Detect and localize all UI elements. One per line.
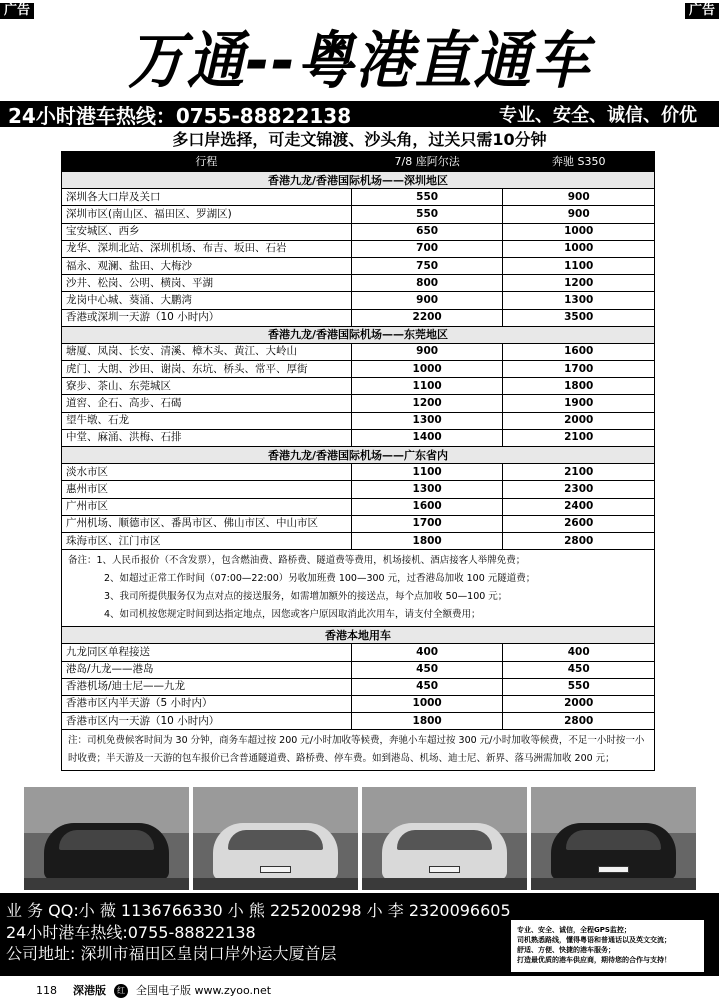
edition-label: 深港版: [73, 984, 106, 997]
table-row: [62, 257, 655, 274]
table-row: [62, 429, 655, 446]
benz-price-cell: 2000: [503, 412, 655, 429]
alphard-price-cell: 450: [351, 661, 503, 678]
benz-price-cell: 400: [503, 644, 655, 661]
route-cell: 广州市区: [62, 498, 352, 515]
alphard-price-cell: 2200: [351, 309, 503, 326]
notes-cell: [62, 550, 655, 627]
route-cell: 寮步、茶山、东莞城区: [62, 378, 352, 395]
benz-price-cell: 450: [503, 661, 655, 678]
route-cell: 广州机场、顺德市区、番禺市区、佛山市区、中山市区: [62, 515, 352, 532]
alphard-price-cell: 1400: [351, 429, 503, 446]
alphard-price-cell: 1800: [351, 713, 503, 730]
benz-price-cell: 1000: [503, 223, 655, 240]
section-title: 香港九龙/香港国际机场——深圳地区: [62, 172, 655, 189]
route-cell: 塘厦、凤岗、长安、清溪、樟木头、黄江、大岭山: [62, 343, 352, 360]
table-row: [62, 644, 655, 661]
route-cell: 港岛/九龙——港岛: [62, 661, 352, 678]
route-cell: 中堂、麻涌、洪梅、石排: [62, 429, 352, 446]
page-number: 118: [36, 984, 57, 997]
note-line: 4、如司机按您规定时间到达指定地点，因您或客户原因取消此次用车，请支付全额费用；: [104, 609, 481, 621]
section-header-row: [62, 326, 655, 343]
site-link[interactable]: 全国电子版 www.zyoo.net: [136, 984, 272, 997]
benz-price-cell: 1700: [503, 361, 655, 378]
feature-item: 专业、安全、诚信，全程GPS监控；: [517, 926, 631, 934]
route-cell: 虎门、大朗、沙田、谢岗、东坑、桥头、常平、厚街: [62, 361, 352, 378]
route-cell: 香港市区内一天游（10 小时内）: [62, 713, 352, 730]
benz-price-cell: 550: [503, 678, 655, 695]
section-header-row: [62, 447, 655, 464]
benz-price-cell: 1000: [503, 240, 655, 257]
ad-label-left: 广告: [0, 3, 34, 19]
route-cell: 香港或深圳一天游（10 小时内）: [62, 309, 352, 326]
header-alphard: 7/8 座阿尔法: [351, 152, 503, 172]
alphard-price-cell: 1200: [351, 395, 503, 412]
table-row: [62, 395, 655, 412]
route-cell: 淡水市区: [62, 464, 352, 481]
benz-price-cell: 2300: [503, 481, 655, 498]
benz-price-cell: 2000: [503, 695, 655, 712]
alphard-white-photo: [362, 787, 527, 890]
vehicle-photos: [24, 787, 696, 890]
route-cell: 望牛墩、石龙: [62, 412, 352, 429]
table-row: [62, 695, 655, 712]
fleet-photo: [24, 787, 189, 890]
alphard-price-cell: 550: [351, 189, 503, 206]
table-row: [62, 275, 655, 292]
section-header-row: [62, 172, 655, 189]
alphard-price-cell: 1600: [351, 498, 503, 515]
note-line: 备注：1、人民币报价（不含发票），包含燃油费、路桥费、隧道费等费用，机场接机、酒店接客人举牌免费；: [68, 555, 526, 567]
alphard-price-cell: 1000: [351, 361, 503, 378]
note-line: 2、如超过正常工作时间（07:00—22:00）另收加班费 100—300 元，过香港岛加收 100 元隧道费；: [104, 573, 536, 585]
alphard-silver-photo: [193, 787, 358, 890]
hotline-text: 24小时港车热线：0755-88822138: [8, 103, 352, 128]
logo-icon: 红: [114, 984, 128, 998]
alphard-black-photo: [531, 787, 696, 890]
table-row: [62, 678, 655, 695]
feature-item: 司机熟悉路线，懂得粤语和普通话以及英文交流；: [517, 936, 671, 944]
hotline-bar: [0, 101, 719, 127]
table-row: [62, 532, 655, 549]
benz-price-cell: 2800: [503, 532, 655, 549]
route-cell: 香港机场/迪士尼——九龙: [62, 678, 352, 695]
route-cell: 龙华、深圳北站、深圳机场、布吉、坂田、石岩: [62, 240, 352, 257]
alphard-price-cell: 400: [351, 644, 503, 661]
benz-price-cell: 2100: [503, 429, 655, 446]
alphard-price-cell: 1100: [351, 378, 503, 395]
benz-price-cell: 900: [503, 206, 655, 223]
section-header-row: [62, 627, 655, 644]
table-header-row: [62, 152, 655, 172]
route-cell: 沙井、松岗、公明、横岗、平湖: [62, 275, 352, 292]
table-row: [62, 481, 655, 498]
table-row: [62, 378, 655, 395]
table-row: [62, 412, 655, 429]
alphard-price-cell: 1800: [351, 532, 503, 549]
slogan-text: 专业、安全、诚信、价优: [499, 105, 697, 126]
alphard-price-cell: 550: [351, 206, 503, 223]
page-footer: [0, 982, 719, 1000]
alphard-price-cell: 450: [351, 678, 503, 695]
table-row: [62, 189, 655, 206]
table-row: [62, 309, 655, 326]
rate-table: [61, 151, 655, 771]
route-cell: 宝安城区、西乡: [62, 223, 352, 240]
benz-price-cell: 1600: [503, 343, 655, 360]
section-title: 香港九龙/香港国际机场——广东省内: [62, 447, 655, 464]
route-cell: 龙岗中心城、葵涌、大鹏湾: [62, 292, 352, 309]
table-row: [62, 343, 655, 360]
table-row: [62, 515, 655, 532]
header-route: 行程: [62, 152, 352, 172]
alphard-price-cell: 1700: [351, 515, 503, 532]
contact-qq: 业 务 QQ:小 薇 1136766330 小 熊 225200298 小 李 2320096605: [6, 901, 511, 920]
alphard-price-cell: 800: [351, 275, 503, 292]
alphard-price-cell: 700: [351, 240, 503, 257]
alphard-price-cell: 1300: [351, 412, 503, 429]
benz-price-cell: 2800: [503, 713, 655, 730]
benz-price-cell: 2100: [503, 464, 655, 481]
header-benz: 奔驰 S350: [503, 152, 655, 172]
notes-row: [62, 730, 655, 771]
table-row: [62, 240, 655, 257]
alphard-price-cell: 900: [351, 343, 503, 360]
section-title: 香港本地用车: [62, 627, 655, 644]
ad-label-right: 广告: [685, 3, 719, 19]
feature-box: [511, 920, 704, 972]
benz-price-cell: 1200: [503, 275, 655, 292]
benz-price-cell: 1100: [503, 257, 655, 274]
route-cell: 深圳市区(南山区、福田区、罗湖区): [62, 206, 352, 223]
feature-item: 舒适、方便、快捷的港车服务；: [517, 946, 615, 954]
alphard-price-cell: 750: [351, 257, 503, 274]
alphard-price-cell: 900: [351, 292, 503, 309]
route-cell: 道窖、企石、高步、石碣: [62, 395, 352, 412]
note-line: 3、我司所提供服务仅为点对点的接送服务，如需增加额外的接送点，每个点加收 50—100 元；: [104, 591, 508, 603]
alphard-price-cell: 1300: [351, 481, 503, 498]
benz-price-cell: 3500: [503, 309, 655, 326]
table-row: [62, 713, 655, 730]
contact-address: 公司地址: 深圳市福田区皇岗口岸外运大厦首层: [6, 944, 337, 963]
benz-price-cell: 1800: [503, 378, 655, 395]
route-cell: 九龙同区单程接送: [62, 644, 352, 661]
alphard-price-cell: 1100: [351, 464, 503, 481]
route-cell: 深圳各大口岸及关口: [62, 189, 352, 206]
table-row: [62, 292, 655, 309]
route-cell: 珠海市区、江门市区: [62, 532, 352, 549]
page-title: 万通--粤港直通车: [127, 24, 592, 97]
notes-cell-local: 注：司机免费候客时间为 30 分钟，商务车超过按 200 元/小时加收等候费，奔驰小车超过按 300 元/小时加收等候费，不足一小时按一小时收费；半天游及一天游的包车报价已含普通隧道费、路桥费、停车费。如到港岛、机场、迪士尼、新界、落马洲需加收 200 元；: [62, 730, 655, 771]
table-row: [62, 498, 655, 515]
benz-price-cell: 1900: [503, 395, 655, 412]
route-cell: 福永、观澜、盐田、大梅沙: [62, 257, 352, 274]
route-cell: 香港市区内半天游（5 小时内）: [62, 695, 352, 712]
table-row: [62, 661, 655, 678]
benz-price-cell: 1300: [503, 292, 655, 309]
alphard-price-cell: 650: [351, 223, 503, 240]
table-row: [62, 361, 655, 378]
benz-price-cell: 900: [503, 189, 655, 206]
subline: 多口岸选择，可走文锦渡、沙头角，过关只需10分钟: [172, 130, 547, 149]
benz-price-cell: 2600: [503, 515, 655, 532]
contact-hotline: 24小时港车热线:0755-88822138: [6, 923, 256, 942]
table-row: [62, 206, 655, 223]
table-row: [62, 223, 655, 240]
feature-item: 打造最优质的港车供应商，期待您的合作与支持！: [517, 956, 671, 964]
route-cell: 惠州市区: [62, 481, 352, 498]
rate-table-body: [62, 172, 655, 771]
notes-row: [62, 550, 655, 627]
benz-price-cell: 2400: [503, 498, 655, 515]
alphard-price-cell: 1000: [351, 695, 503, 712]
table-row: [62, 464, 655, 481]
section-title: 香港九龙/香港国际机场——东莞地区: [62, 326, 655, 343]
